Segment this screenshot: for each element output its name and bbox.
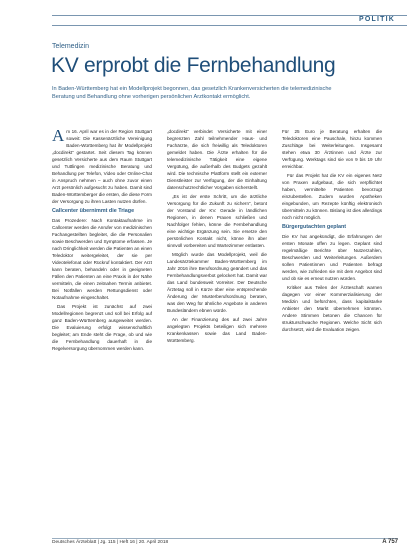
column-2 [167,128,267,534]
column-1 [52,128,152,534]
lead-text: In Baden-Württemberg hat ein Modellprojekt begonnen, das gesetzlich Krankenversicherten die telemedizinische Beratung und Behandlung ohne vorherigen persönlichen Arztkontakt ermöglicht. [52,86,332,100]
section-label: POLITIK [353,16,395,23]
subheading: Bürgergutachten geplant [282,224,347,230]
paragraph: Für das Projekt hat die KV ein eigenes Netz von Praxen aufgebaut, die sich verpflichtet haben, vermittelte Patienten bevorzugt einzubestellen. Zudem wurden Apotheken eingebunden, um Rezepte künftig elektronisch übermitteln zu können. Bislang ist dies allerdings noch nicht möglich. [282,173,382,220]
footer-citation: Deutsches Ärzteblatt | Jg. 115 | Heft 16 | 20. April 2018 [52,540,169,545]
drop-cap: A [52,128,65,145]
page-number: A 757 [382,539,398,545]
paragraph: Möglich wurde das Modellprojekt, weil die Landesärztekammer Baden-Württemberg im Jahr 2016 ihre Berufsordnung geändert und das Fernbehandlungsverbot gelockert hat. Damit war das Land bundesweit Vorreiter. Der Deutsche Ärztetag soll in Kürze über eine entsprechende Änderung der Musterberufsordnung beraten, was den Weg für ähnliche Angebote in anderen Bundesländern ebnen würde. [167,252,267,313]
paragraph: Das Prozedere: Nach Kontaktaufnahme im Callcenter werden die Anrufer von medizinischen Fachangestellten begleitet, die die Personalien sowie Beschwerden und Symptome erfassen. Je nach Dringlichkeit werden die Patienten an einen Teledoktor weitergeleitet, der sie per Videotelefonat oder Rückruf kontaktiert. Der Arzt kann beraten, behandeln oder in geeigneten Fällen den Patienten an eine Praxis in der Nähe vermitteln, die einen zeitnahen Termin anbietet. Bei Notfällen werden Rettungsdienst oder Notaufnahme eingeschaltet. [52,218,152,300]
paragraph: Die KV hat angekündigt, die Erfahrungen der ersten Monate offen zu legen. Geplant sind regelmäßige Berichte über Nutzerzahlen, Beschwerden und Weiterleitungen. Außerdem sollen Patientinnen und Patienten befragt werden, wie zufrieden sie mit dem Angebot sind und ob sie es erneut nutzen würden. [282,234,382,281]
footer-rule [52,538,398,539]
topic-label: Telemedizin [52,43,89,50]
paragraph: Kritiker aus Teilen der Ärzteschaft warnen dagegen vor einer Kommerzialisierung der Medizin und befürchten, dass kapitalstarke Anbieter den Markt übernehmen könnten. Andere Stimmen betonen die Chancen für strukturschwache Regionen. Welche Sicht sich durchsetzt, wird die Evaluation zeigen. [282,285,382,332]
paragraph: „docdirekt“ verbindet Versicherte mit einer begrenzten Zahl teilnehmender Haus- und Fachärzte, die sich freiwillig als Teledoktoren gemeldet haben. Die Ärzte erhalten für die telemedizinische Tätigkeit eine eigene Vergütung, die außerhalb des Budgets gezahlt wird. Die technische Plattform stellt ein externer Dienstleister zur Verfügung, der die Einhaltung datenschutzrechtlicher Vorgaben sicherstellt. [167,129,267,190]
paragraph: Das Projekt ist zunächst auf zwei Modellregionen begrenzt und soll bei Erfolg auf ganz Baden-Württemberg ausgeweitet werden. Die Evaluierung erfolgt wissenschaftlich begleitet; am Ende steht die Frage, ob und wie die Fernbehandlung dauerhaft in die Regelversorgung übernommen werden kann. [52,304,152,351]
intro-text: m 16. April war es in der Region Stuttgart soweit: Die Kassenärztliche Vereinigung Baden-Württemberg hat ihr Modellprojekt „docdirekt“ gestartet. Seit diesem Tag können gesetzlich Versicherte aus dem Raum Stuttgart und Tuttlingen medizinische Beratung und Behandlung per Telefon, Video oder Online-Chat in Anspruch nehmen – auch ohne zuvor einen Arzt persönlich aufgesucht zu haben. Damit sind Baden-Württemberger die ersten, die diese Form der Versorgung zu ihren Lasten nutzen dürfen. [52,129,152,204]
headline: KV erprobt die Fernbehandlung [51,54,336,77]
subheading: Callcenter übernimmt die Triage [52,208,135,214]
paragraph: „Es ist der erste Schritt, um die ärztliche Versorgung für die Zukunft zu sichern“, betont der Vorstand der KV. Gerade in ländlichen Regionen, in denen Praxen schließen und Nachfolger fehlen, könne die Fernbehandlung eine wichtige Ergänzung sein. Sie ersetze den persönlichen Kontakt nicht, könne ihn aber sinnvoll vorbereiten und Wartezimmer entlasten. [167,194,267,248]
column-3 [282,128,382,534]
paragraph: Für 25 Euro je Beratung erhalten die Teledoktoren eine Pauschale, hinzu kommen Zuschläge bei Weiterleitungen. Insgesamt stehen etwa 30 Ärztinnen und Ärzte zur Verfügung. Werktags sind sie von 9 bis 19 Uhr erreichbar. [282,129,382,169]
intro-paragraph [52,128,152,205]
paragraph: An der Finanzierung des auf zwei Jahre angelegten Projekts beteiligen sich mehrere Krankenkassen sowie das Land Baden-Württemberg. [167,317,267,343]
